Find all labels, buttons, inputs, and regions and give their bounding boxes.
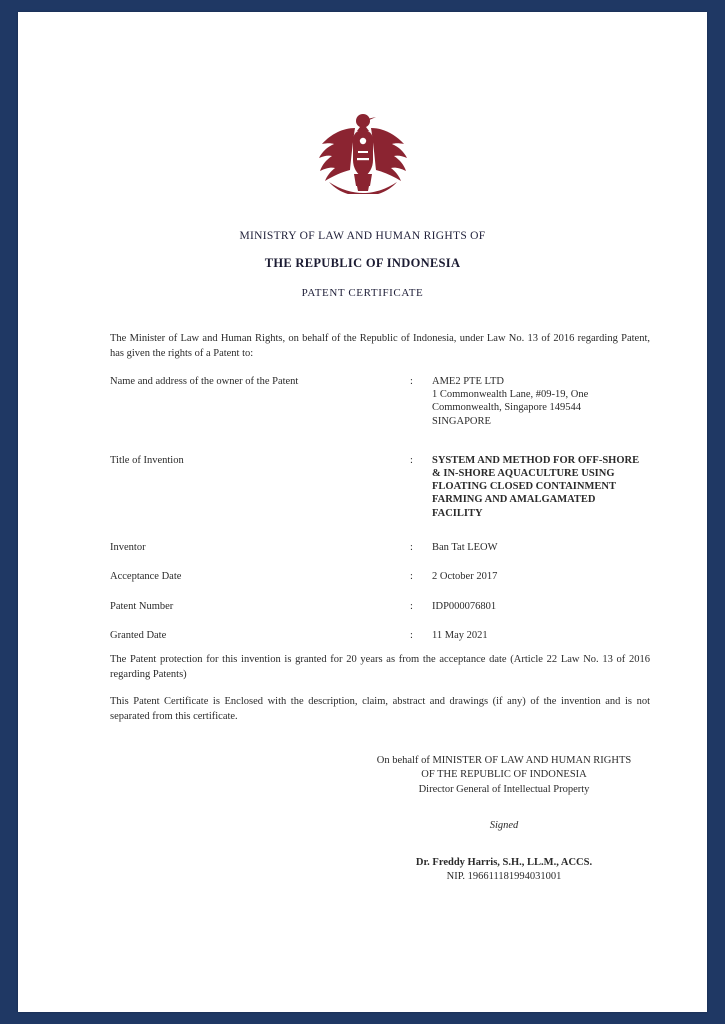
patent-number-label: Patent Number: [110, 600, 174, 612]
signature-block: [358, 754, 650, 884]
signatory-nip: NIP. 196611181994031001: [446, 871, 562, 882]
granted-date-label: Granted Date: [110, 630, 167, 642]
signed-mark: Signed: [489, 820, 519, 831]
acceptance-date-colon: :: [410, 571, 413, 583]
granted-date-value: 11 May 2021: [432, 630, 488, 642]
table-row: [110, 541, 650, 555]
inventor-value: Ban Tat LEOW: [432, 541, 498, 553]
emblem-container: [18, 108, 707, 199]
table-row: [110, 570, 650, 584]
certificate-page: [18, 12, 707, 1012]
title-of-invention-label: Title of Invention: [110, 454, 184, 466]
owner-value: [432, 375, 650, 428]
owner-address-line2: Commonwealth, Singapore 149544: [432, 402, 582, 414]
title-line-5: FACILITY: [432, 507, 483, 519]
title-of-invention-value: [432, 454, 650, 520]
intro-paragraph: The Minister of Law and Human Rights, on behalf of the Republic of Indonesia, under Law No. 13 of 2016 regarding Patent, has given the rights of a Patent to:: [110, 333, 650, 359]
granted-date-colon: :: [410, 630, 413, 642]
patent-details-table: [110, 375, 650, 643]
acceptance-date-value: 2 October 2017: [432, 571, 498, 583]
certificate-content: [18, 12, 707, 1012]
signatory-name: Dr. Freddy Harris, S.H., LL.M., ACCS.: [415, 857, 593, 868]
title-line-3: FLOATING CLOSED CONTAINMENT: [432, 481, 616, 493]
table-row: [110, 375, 650, 428]
owner-country: SINGAPORE: [432, 415, 491, 427]
inventor-colon: :: [410, 541, 413, 553]
owner-colon: :: [410, 376, 413, 387]
on-behalf-line-2: OF THE REPUBLIC OF INDONESIA: [421, 769, 587, 780]
acceptance-date-label: Acceptance Date: [110, 571, 182, 583]
owner-label: Name and address of the owner of the Patent: [110, 376, 299, 387]
heading-certificate-type: PATENT CERTIFICATE: [301, 287, 424, 299]
enclosure-note: This Patent Certificate is Enclosed with the description, claim, abstract and drawings (if any) of the invention and is not separated from this certificate.: [110, 696, 650, 722]
certificate-headings: [18, 230, 707, 299]
protection-note: The Patent protection for this invention is granted for 20 years as from the acceptance date (Article 22 Law No. 13 of 2016 regarding Patents): [110, 654, 650, 680]
patent-number-value: IDP000076801: [432, 600, 497, 612]
title-of-invention-colon: :: [410, 454, 413, 466]
owner-address-line1: 1 Commonwealth Lane, #09-19, One: [432, 389, 589, 401]
title-line-2: & IN-SHORE AQUACULTURE USING: [432, 468, 615, 480]
table-row: [110, 629, 650, 643]
inventor-label: Inventor: [110, 541, 146, 553]
on-behalf-line-1: On behalf of MINISTER OF LAW AND HUMAN RIGHTS: [376, 755, 632, 766]
heading-republic: THE REPUBLIC OF INDONESIA: [264, 256, 461, 270]
garuda-pancasila-emblem-icon: [313, 108, 413, 194]
table-row: [110, 600, 650, 614]
owner-name: AME2 PTE LTD: [432, 376, 504, 387]
signatory-role: Director General of Intellectual Property: [418, 784, 590, 795]
heading-ministry: MINISTRY OF LAW AND HUMAN RIGHTS OF: [239, 230, 486, 242]
title-line-1: SYSTEM AND METHOD FOR OFF-SHORE: [432, 454, 640, 466]
title-line-4: FARMING AND AMALGAMATED: [432, 494, 596, 506]
patent-number-colon: :: [410, 600, 413, 612]
table-row: [110, 454, 650, 520]
